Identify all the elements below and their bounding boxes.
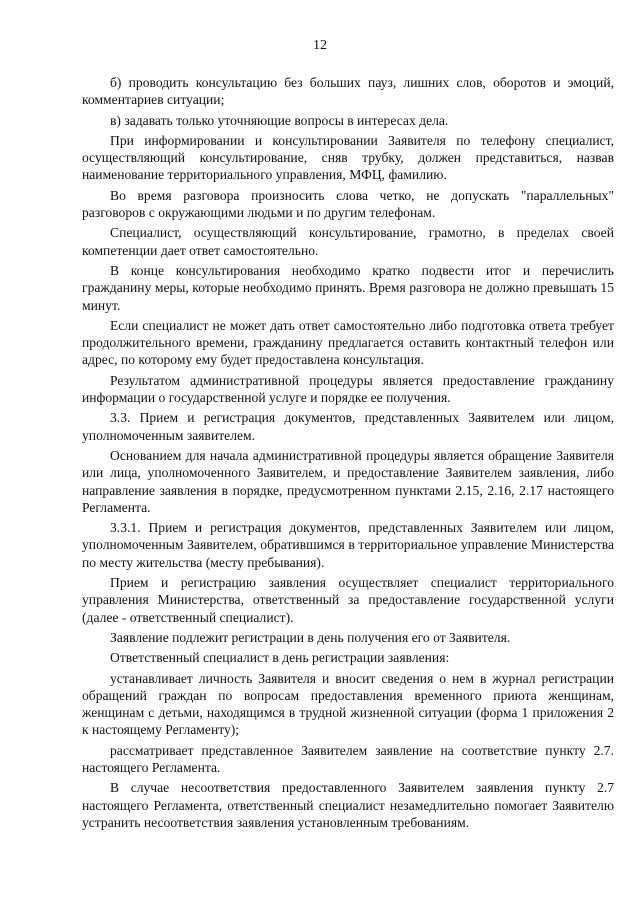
paragraph: Ответственный специалист в день регистрации заявления: <box>110 650 450 666</box>
paragraph: рассматривает представленное Заявителем заявление на соответствие пункту 2.7. настоящего Регламента. <box>82 742 614 775</box>
paragraph: в) задавать только уточняющие вопросы в интересах дела. <box>110 112 449 128</box>
section-heading: 3.3. Прием и регистрация документов, представленных Заявителем или лицом, уполномоченным заявителем. <box>82 410 614 443</box>
paragraph: Основанием для начала административной процедуры является обращение Заявителя или лица, уполномоченного Заявителем, и предоставление Заявителем заявления, либо направление заявления в порядке, предусмотренном пунктами 2.15, 2.16, 2.17 настоящего Регламента. <box>82 447 614 515</box>
paragraph: В случае несоответствия предоставленного Заявителем заявления пункту 2.7 настоящего Регламента, ответственный специалист незамедлительно помогает Заявителю устранить несоответствия заявления установленным требованиям. <box>82 780 614 830</box>
paragraph: Прием и регистрацию заявления осуществляет специалист территориального управления Министерства, ответственный за предоставление государственной услуги (далее - ответственный специалист). <box>82 575 614 625</box>
document-body <box>82 74 614 834</box>
paragraph: Если специалист не может дать ответ самостоятельно либо подготовка ответа требует продолжительного времени, гражданину предлагается оставить контактный телефон или адрес, по которому ему будет предоставлена консультация. <box>82 317 614 368</box>
paragraph: Результатом административной процедуры является предоставление гражданину информации о государственной услуге и порядке ее получения. <box>82 372 614 406</box>
page-number: 12 <box>313 38 327 53</box>
paragraph: Заявление подлежит регистрации в день получения его от Заявителя. <box>110 629 511 645</box>
paragraph: В конце консультирования необходимо кратко подвести итог и перечислить гражданину меры, которые необходимо принять. Время разговора не должно превышать 15 минут. <box>82 262 614 313</box>
subsection-heading: 3.3.1. Прием и регистрация документов, представленных Заявителем или лицом, уполномоченным Заявителем, обратившимся в территориальное управление Министерства по месту жительства (месту пребывания). <box>82 520 614 570</box>
paragraph: При информировании и консультировании Заявителя по телефону специалист, осуществляющий консультирование, сняв трубку, должен представиться, назвав наименование территориального управления, МФЦ, фамилию. <box>82 132 614 183</box>
paragraph: устанавливает личность Заявителя и вносит сведения о нем в журнал регистрации обращений граждан по вопросам предоставления временного приюта женщинам, женщинам с детьми, находящимся в трудной жизненной ситуации (форма 1 приложения 2 к настоящему Регламенту); <box>82 670 614 738</box>
paragraph: б) проводить консультацию без больших пауз, лишних слов, оборотов и эмоций, комментариев ситуации; <box>82 75 614 108</box>
paragraph: Во время разговора произносить слова четко, не допускать "параллельных" разговоров с окружающими людьми и по другим телефонам. <box>82 187 614 221</box>
paragraph: Специалист, осуществляющий консультирование, грамотно, в пределах своей компетенции дает ответ самостоятельно. <box>82 225 614 258</box>
